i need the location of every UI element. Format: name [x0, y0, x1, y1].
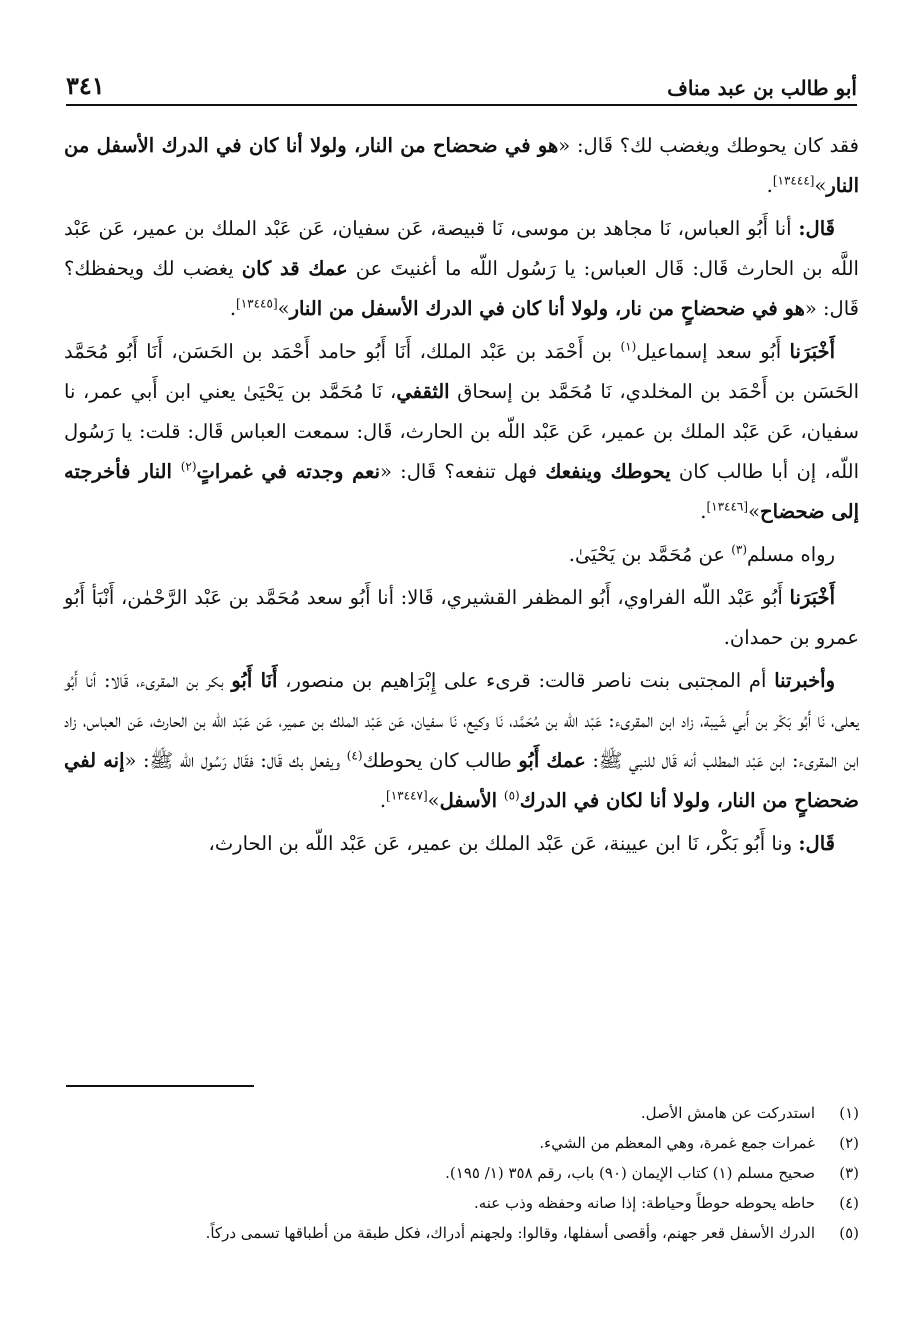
footnote-number: (٥) — [839, 1224, 859, 1242]
reference-mark: [١٣٤٤٥] — [236, 296, 278, 311]
paragraph-p3 — [64, 332, 859, 532]
main-text — [64, 126, 859, 867]
bold-text: عمك قد كان — [241, 257, 348, 280]
footnote-text: الدرك الأسفل قعر جهنم، وأقصى أسفلها، وقالوا: ولجهنم أدراك، فكل طبقة من أطباقها تسمى دركاً. — [205, 1224, 815, 1242]
bold-text: قَال: — [798, 217, 835, 240]
body-text: رواه مسلم — [747, 543, 835, 566]
bold-text: يحوطك وينفعك — [545, 460, 671, 483]
body-text: ونا أَبُو بَكْر، نَا ابن عيينة، عَن عَبْد الملك بن عمير، عَن عَبْد اللّه بن الحارث، — [208, 832, 799, 855]
body-text: بكر بن المقرىء، قَالا: أنا أَبُو يعلى، نَا أَبُو بَكْر بن أَبي شَيبة، زاد ابن المقرىء: عَبْد اللّه بن مُحَمَّد، نَا وكيع، نَا سفيان، عَن عَبْد الملك بن عمير، عَن عَبْد اللّه بن الحارث، عَن العباس، زاد ابن المقرىء: ابن عَبْد المطلب أنه قَال للنبي ﷺ: — [64, 669, 860, 772]
footnote — [64, 1188, 859, 1218]
footnote-text: صحيح مسلم (١) كتاب الإيمان (٩٠) باب، رقم ٣٥٨ (١/ ١٩٥). — [445, 1164, 815, 1182]
footnotes — [64, 1098, 859, 1248]
footnote — [64, 1158, 859, 1188]
bold-text: وأخبرتنا — [774, 669, 835, 692]
body-text: أَبُو سعد إسماعيل — [636, 340, 790, 363]
bold-text: الأسفل — [439, 789, 504, 812]
bold-text: عمك أَبُو — [518, 749, 586, 772]
footnote-text: حاطه يحوطه حوطاً وحياطة: إذا صانه وحفظه وذب عنه. — [473, 1194, 815, 1212]
bold-text: نعم وجدته في غمراتٍ — [196, 460, 380, 483]
paragraph-p6 — [64, 661, 859, 821]
footnote — [64, 1128, 859, 1158]
body-text: فقد كان يحوطك ويغضب لك؟ قَال: « — [558, 134, 859, 157]
body-text: بن أَحْمَد بن عَبْد الملك، أَنَا أَبُو حامد أَحْمَد بن الحَسَن، أَنَا أَبُو مُحَمَّد الحَسَن بن أَحْمَد بن المخلدي، نَا مُحَمَّد بن إسحاق — [64, 340, 859, 403]
paragraph-p7 — [64, 824, 859, 864]
body-text: » — [277, 297, 290, 320]
bold-text: هو في ضحضاحٍ من نار، ولولا أنا كان في الدرك الأسفل من النار — [289, 297, 805, 320]
body-text: . — [700, 500, 707, 523]
running-title: أبو طالب بن عبد مناف — [667, 76, 857, 100]
body-text: . — [766, 174, 773, 197]
body-text: طالب كان يحوطك — [362, 749, 519, 772]
reference-mark: (١) — [620, 339, 637, 354]
body-text: عن مُحَمَّد بن يَحْيَىٰ. — [568, 543, 732, 566]
footnote-text: غمرات جمع غمرة، وهي المعظم من الشيء. — [539, 1134, 815, 1152]
bold-text: إنه لفي ضحضاحٍ من النار، ولولا أنا لكان في الدرك — [64, 749, 859, 812]
body-text: أنا أَبُو العباس، نَا مجاهد بن موسى، نَا قبيصة، عَن سفيان، عَن عَبْد الملك بن عمير، عَن عَبْد اللَّه بن الحارث قَال: قَال العباس: يا رَسُول اللّه ما أغنيتَ عن — [64, 217, 859, 280]
body-text: . — [229, 297, 237, 320]
body-text: . — [379, 789, 387, 812]
body-text: » — [814, 174, 827, 197]
body-text: أم المجتبى بنت ناصر قالت: قرىء على إِبْرَاهيم بن منصور، — [277, 669, 775, 692]
reference-mark: [١٣٤٤٧] — [386, 788, 428, 803]
body-text: أَبُو عَبْد اللّه الفراوي، أَبُو المظفر القشيري، قَالا: أنا أَبُو سعد مُحَمَّد بن عَبْد الرَّحْمٰن، أَنْبَأ أَبُو عمرو بن حمدان. — [64, 586, 859, 649]
footnote-number: (٣) — [839, 1164, 859, 1182]
paragraph-p1 — [64, 126, 859, 206]
reference-mark: (٤) — [346, 748, 363, 763]
bold-text: الثقفي — [396, 380, 450, 403]
reference-mark: [١٣٤٤٦] — [706, 499, 749, 514]
page-header — [66, 50, 857, 106]
footnote-number: (٤) — [839, 1194, 859, 1212]
paragraph-p2 — [64, 209, 859, 329]
footnote — [64, 1218, 859, 1248]
bold-text: أَنَا أَبُو — [231, 669, 278, 692]
bold-text: قَال: — [798, 832, 835, 855]
page-number: ٣٤١ — [66, 71, 105, 100]
body-text: » — [748, 500, 760, 523]
bold-text: أَخْبَرَنا — [789, 340, 835, 363]
body-text: » — [427, 789, 440, 812]
body-text: ، نَا مُحَمَّد بن يَحْيَىٰ يعني ابن أَبي عمر، نا سفيان، عَن عَبْد الملك بن عمير، عَن عَبْد اللّه بن الحارث، قَال: سمعت العباس قَال: قلت: يا رَسُول اللّه، إن أبا طالب كان — [64, 380, 859, 483]
bold-text: هو في ضحضاح من النار، ولولا أنا كان في الدرك الأسفل من النار — [64, 134, 859, 197]
bold-text: أَخْبَرَنا — [789, 586, 835, 609]
reference-mark: (٥) — [503, 788, 520, 803]
reference-mark: (٣) — [731, 542, 748, 557]
footnote-text: استدركت عن هامش الأصل. — [640, 1104, 815, 1122]
footnote-number: (١) — [839, 1104, 859, 1122]
footnote-number: (٢) — [839, 1134, 859, 1152]
bold-text: النار فأخرجته إلى ضحضاح — [64, 460, 859, 523]
body-text: فهل تنفعه؟ قَال: « — [380, 460, 546, 483]
paragraph-p4 — [64, 535, 859, 575]
reference-mark: (٢) — [180, 459, 197, 474]
paragraph-p5 — [64, 578, 859, 658]
footnote-divider — [66, 1085, 254, 1087]
body-text: يغضب لك ويحفظك؟ قَال: « — [64, 257, 859, 320]
reference-mark: [١٣٤٤٤] — [772, 173, 815, 188]
body-text: ويفعل بك قَال: فقَال رَسُول اللّه ﷺ: « — [124, 749, 347, 772]
footnote — [64, 1098, 859, 1128]
